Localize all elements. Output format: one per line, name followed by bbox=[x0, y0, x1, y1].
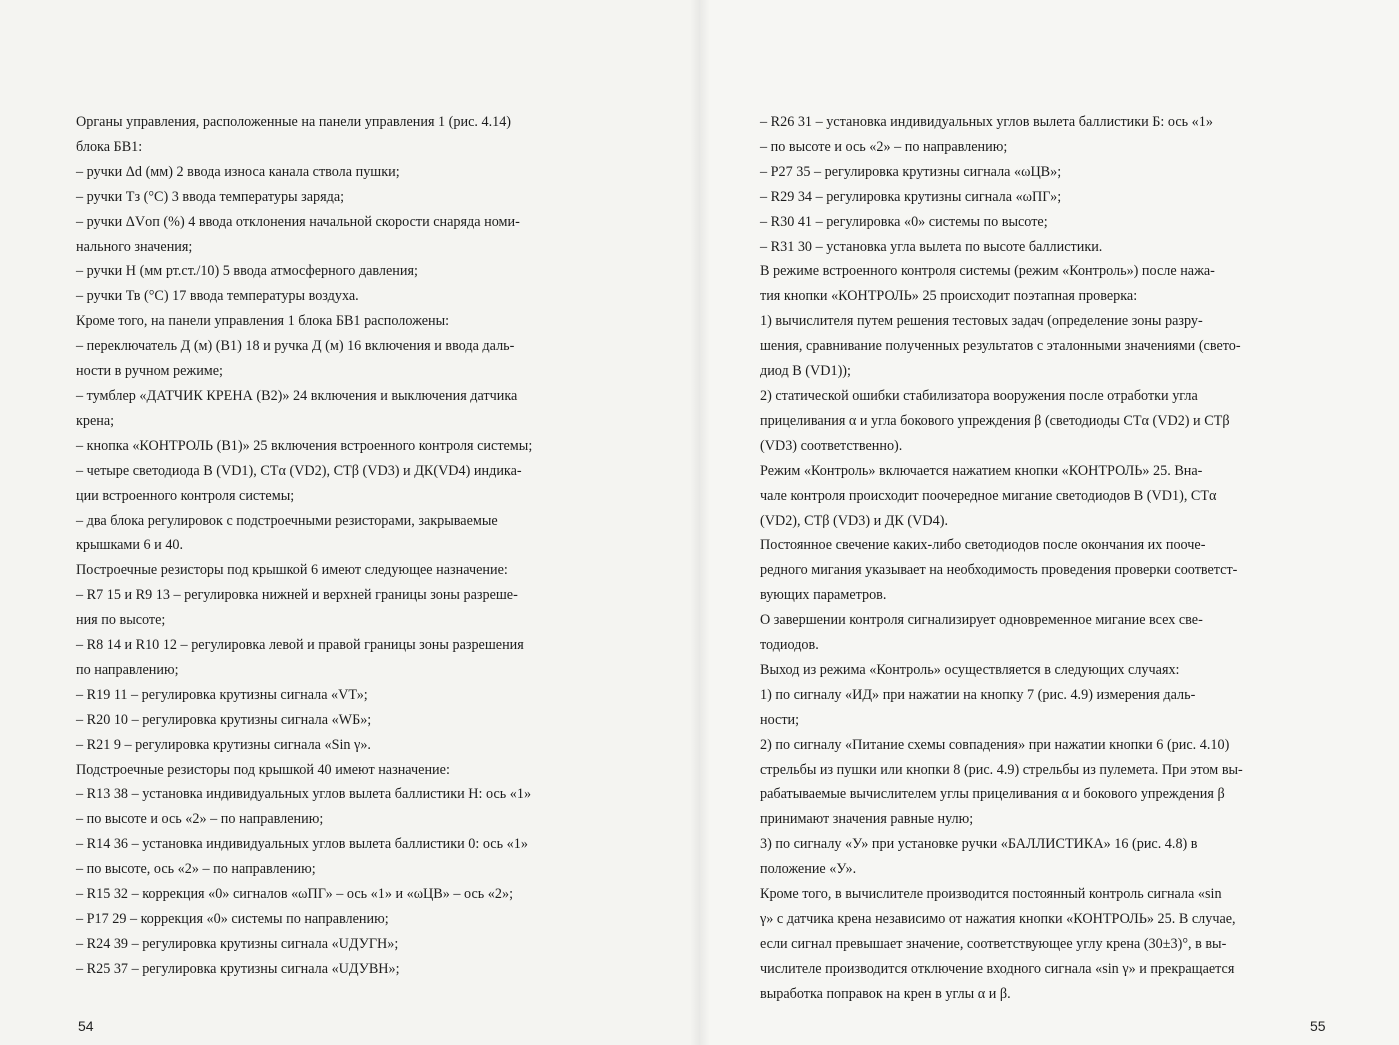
page-number-left: 54 bbox=[78, 1018, 94, 1034]
right-page-text: – R26 31 – установка индивидуальных углов вылета баллистики Б: ось «1» – по высоте и ось «2» – по направлению; – Р27 35 – регулировка крутизны сигнала «ωЦВ»; – R29 34 – регулировка крутизны сигнала «ωПГ»; – R30 41 – регулировка «0» системы по высоте; – R31 30 – установка угла вылета по высоте баллистики. В режиме встроенного контроля системы (режим «Контроль») после нажа- тия кнопки «КОНТРОЛЬ» 25 происходит поэтапная проверка: 1) вычислителя путем решения тестовых задач (определение зоны разру- шения, сравнивание полученных результатов с эталонными значениями (свето- диод В (VD1)); 2) статической ошибки стабилизатора вооружения после отработки угла прицеливания α и угла бокового упреждения β (светодиоды СТα (VD2) и СТβ (VD3) соответственно). Режим «Контроль» включается нажатием кнопки «КОНТРОЛЬ» 25. Вна- чале контроля происходит поочередное мигание светодиодов В (VD1), СТα (VD2), СТβ (VD3) и ДК (VD4). Постоянное свечение каких-либо светодиодов после окончания их пооче- редного мигания указывает на необходимость проведения проверки соответст- вующих параметров. О завершении контроля сигнализирует одновременное мигание всех све- тодиодов. Выход из режима «Контроль» осуществляется в следующих случаях: 1) по сигналу «ИД» при нажатии на кнопку 7 (рис. 4.9) измерения даль- ности; 2) по сигналу «Питание схемы совпадения» при нажатии кнопки 6 (рис. 4.10) стрельбы из пушки или кнопки 8 (рис. 4.9) стрельбы из пулемета. При этом вы- рабатываемые вычислителем углы прицеливания α и бокового упреждения β принимают значения равные нулю; 3) по сигналу «У» при установке ручки «БАЛЛИСТИКА» 16 (рис. 4.8) в положение «У». Кроме того, в вычислителе производится постоянный контроль сигнала «sin γ» с датчика крена независимо от нажатия кнопки «КОНТРОЛЬ» 25. В случае, если сигнал превышает значение, соответствующее углу крена (30±3)°, в вы- числителе производится отключение входного сигнала «sin γ» и прекращается выработка поправок на крен в углы α и β. bbox=[760, 114, 1243, 1002]
book-gutter bbox=[690, 0, 710, 1045]
page-number-right: 55 bbox=[1310, 1018, 1326, 1034]
right-page bbox=[700, 0, 1399, 1045]
left-page-text: Органы управления, расположенные на панели управления 1 (рис. 4.14) блока БВ1: – ручки Δd (мм) 2 ввода износа канала ствола пушки; – ручки Тз (°С) 3 ввода температуры заряда; – ручки ΔVоп (%) 4 ввода отклонения начальной скорости снаряда номи- нального значения; – ручки Н (мм рт.ст./10) 5 ввода атмосферного давления; – ручки Тв (°С) 17 ввода температуры воздуха. Кроме того, на панели управления 1 блока БВ1 расположены: – переключатель Д (м) (В1) 18 и ручка Д (м) 16 включения и ввода даль- ности в ручном режиме; – тумблер «ДАТЧИК КРЕНА (В2)» 24 включения и выключения датчика крена; – кнопка «КОНТРОЛЬ (В1)» 25 включения встроенного контроля системы; – четыре светодиода В (VD1), СТα (VD2), СТβ (VD3) и ДК(VD4) индика- ции встроенного контроля системы; – два блока регулировок с подстроечными резисторами, закрываемые крышками 6 и 40. Построечные резисторы под крышкой 6 имеют следующее назначение: – R7 15 и R9 13 – регулировка нижней и верхней границы зоны разреше- ния по высоте; – R8 14 и R10 12 – регулировка левой и правой границы зоны разрешения по направлению; – R19 11 – регулировка крутизны сигнала «VТ»; – R20 10 – регулировка крутизны сигнала «WБ»; – R21 9 – регулировка крутизны сигнала «Sin γ». Подстроечные резисторы под крышкой 40 имеют назначение: – R13 38 – установка индивидуальных углов вылета баллистики Н: ось «1» – по высоте и ось «2» – по направлению; – R14 36 – установка индивидуальных углов вылета баллистики 0: ось «1» – по высоте, ось «2» – по направлению; – R15 32 – коррекция «0» сигналов «ωПГ» – ось «1» и «ωЦВ» – ось «2»; – Р17 29 – коррекция «0» системы по направлению; – R24 39 – регулировка крутизны сигнала «UДУГН»; – R25 37 – регулировка крутизны сигнала «UДУВН»; bbox=[76, 114, 533, 977]
